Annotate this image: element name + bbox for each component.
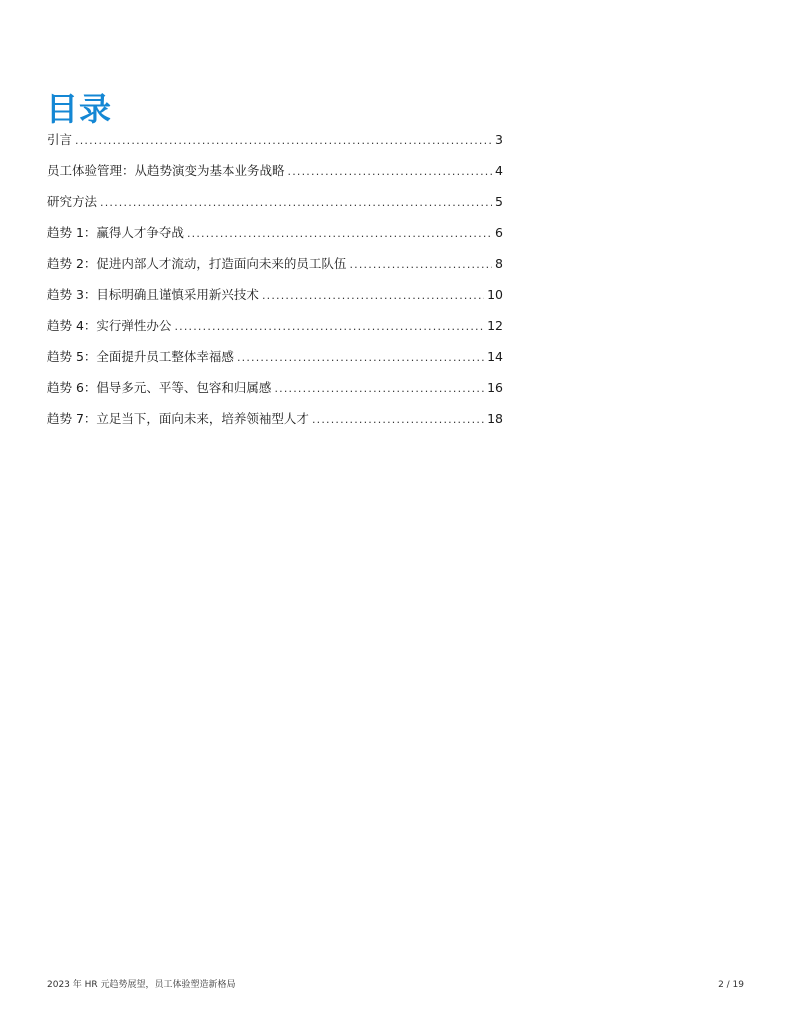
- toc-item-label: 员工体验管理：从趋势演变为基本业务战略: [47, 163, 285, 178]
- toc-item-research-method[interactable]: [47, 193, 503, 224]
- toc-item-label: 趋势 5：全面提升员工整体幸福感: [47, 349, 234, 364]
- toc-leader-dots: [100, 194, 492, 212]
- toc-item-page-number: 12: [487, 318, 503, 333]
- footer-page-indicator: 2 / 19: [718, 980, 744, 990]
- toc-item-label: 研究方法: [47, 194, 98, 209]
- toc-item-page-number: 16: [487, 380, 503, 395]
- toc-item-page-number: 4: [495, 163, 503, 178]
- toc-item-page-number: 14: [487, 349, 503, 364]
- footer-document-title: 2023 年 HR 元趋势展望，员工体验塑造新格局: [47, 980, 236, 990]
- toc-item-trend-7[interactable]: [47, 410, 503, 441]
- toc-item-trend-2[interactable]: [47, 255, 503, 286]
- page-title: 目录: [46, 90, 113, 129]
- toc-leader-dots: [288, 163, 492, 181]
- toc-item-introduction[interactable]: [47, 131, 503, 162]
- toc-item-trend-6[interactable]: [47, 379, 503, 410]
- toc-leader-dots: [187, 225, 492, 243]
- toc-item-page-number: 10: [487, 287, 503, 302]
- toc-item-page-number: 8: [495, 256, 503, 271]
- toc-leader-dots: [75, 132, 492, 150]
- toc-item-label: 趋势 2：促进内部人才流动，打造面向未来的员工队伍: [47, 256, 347, 271]
- toc-leader-dots: [262, 287, 484, 305]
- toc-item-label: 趋势 1：赢得人才争夺战: [47, 225, 184, 240]
- toc-item-label: 引言: [47, 132, 73, 147]
- toc-item-page-number: 3: [495, 132, 503, 147]
- table-of-contents: [47, 131, 503, 441]
- toc-item-label: 趋势 7：立足当下，面向未来，培养领袖型人才: [47, 411, 309, 426]
- toc-item-label: 趋势 6：倡导多元、平等、包容和归属感: [47, 380, 272, 395]
- toc-item-label: 趋势 3：目标明确且谨慎采用新兴技术: [47, 287, 259, 302]
- toc-leader-dots: [274, 380, 484, 398]
- toc-item-page-number: 18: [487, 411, 503, 426]
- toc-leader-dots: [312, 411, 484, 429]
- toc-item-page-number: 5: [495, 194, 503, 209]
- toc-item-page-number: 6: [495, 225, 503, 240]
- toc-leader-dots: [237, 349, 484, 367]
- toc-item-trend-5[interactable]: [47, 348, 503, 379]
- toc-leader-dots: [174, 318, 484, 336]
- toc-item-employee-experience[interactable]: [47, 162, 503, 193]
- toc-item-trend-4[interactable]: [47, 317, 503, 348]
- toc-item-trend-1[interactable]: [47, 224, 503, 255]
- toc-item-trend-3[interactable]: [47, 286, 503, 317]
- toc-leader-dots: [349, 256, 492, 274]
- toc-item-label: 趋势 4：实行弹性办公: [47, 318, 172, 333]
